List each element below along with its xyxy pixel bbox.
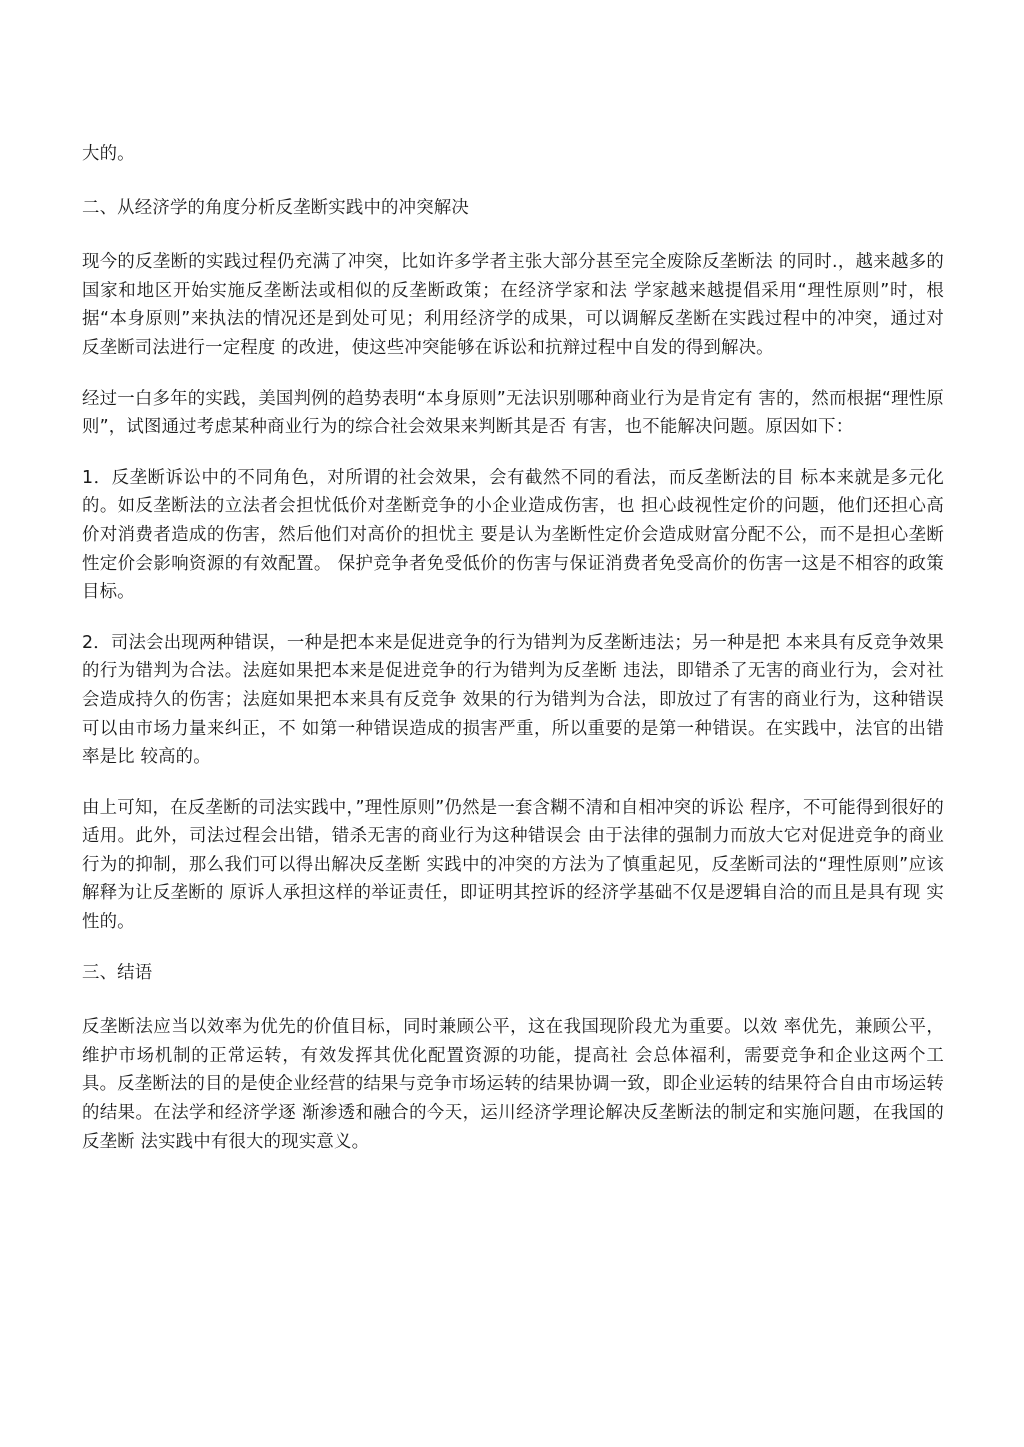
paragraph-reason-1: 1．反垄断诉讼中的不同角色，对所谓的社会效果，会有截然不同的看法，而反垄断法的目 标本来就是多元化的。如反垄断法的立法者会担忧低价对垄断竞争的小企业造成伤害，也 担心歧视性定价的问题，他们还担心高价对消费者造成的伤害，然后他们对高价的担忧主 要是认为垄断性定价会造成财富分配不公，而不是担心垄断性定价会影响资源的有效配置。 保护竞争者免受低价的伤害与保证消费者免受高价的伤害一这是不相容的政策目标。 — [82, 467, 944, 603]
paragraph-continuation: 大的。 — [82, 144, 135, 164]
paragraph-us-case-trend: 经过一白多年的实践，美国判例的趋势表明“本身原则”无法识别哪种商业行为是肯定有 害的，然而根据“理性原则”，试图通过考虑某种商业行为的综合社会效果来判断其是否 有害，也不能解决问题。原因如下： — [82, 388, 944, 438]
paragraph-reason-2: 2．司法会出现两种错误，一种是把本来是促进竞争的行为错判为反垄断违法；另一种是把 本来具有反竞争效果的行为错判为合法。法庭如果把本来是促进竞争的行为错判为反垄断 违法，即错杀了无害的商业行为，会对社会造成持久的伤害；法庭如果把本来具有反竞争 效果的行为错判为合法，即放过了有害的商业行为，这种错误可以由市场力量来纠正，不 如第一种错误造成的损害严重，所以重要的是第一种错误。在实践中，法官的出错率是比 较高的。 — [82, 632, 944, 768]
document-page — [82, 140, 944, 1178]
section-heading-economics-analysis: 二、从经济学的角度分析反垄断实践中的冲突解决 — [82, 197, 469, 218]
paragraph-conclusion: 反垄断法应当以效率为优先的价值目标，同时兼顾公平，这在我国现阶段尤为重要。以效 率优先，兼顾公平，维护市场机制的正常运转，有效发挥其优化配置资源的功能，提高社 会总体福利，需要竞争和企业这两个工具。反垄断法的目的是使企业经营的结果与竞争市场运转的结果协调一致，即企业运转的结果符合自由市场运转的结果。在法学和经济学逐 渐渗透和融合的今天，运川经济学理论解决反垄断法的制定和实施问题，在我国的反垄断 法实践中有很大的现实意义。 — [82, 1017, 944, 1152]
paragraph-summary: 由上可知，在反垄断的司法实践中，”理性原则”仍然是一套含糊不清和自相冲突的诉讼 程序，不可能得到很好的适用。此外，司法过程会出错，错杀无害的商业行为这种错误会 由于法律的强制力而放大它对促进竞争的商业行为的抑制，那么我们可以得出解决反垄断 实践中的冲突的方法为了慎重起见，反垄断司法的“理性原则”应该解释为让反垄断的 原诉人承担这样的举证责任，即证明其控诉的经济学基础不仅是逻辑自洽的而且是具有现 实性的。 — [82, 797, 944, 933]
paragraph-conflict-overview: 现今的反垄断的实践过程仍充满了冲突，比如许多学者主张大部分甚至完全废除反垄断法 的同时.，越来越多的国家和地区开始实施反垄断法或相似的反垄断政策；在经济学家和法 学家越来越提倡采用“理性原则”时，根据“本身原则”来执法的情况还是到处可见；利用经济学的成果，可以调解反垄断在实践过程中的冲突，通过对反垄断司法进行一定程度 的改进，使这些冲突能够在诉讼和抗辩过程中自发的得到解决。 — [82, 252, 944, 358]
section-heading-conclusion: 三、结语 — [82, 962, 153, 983]
